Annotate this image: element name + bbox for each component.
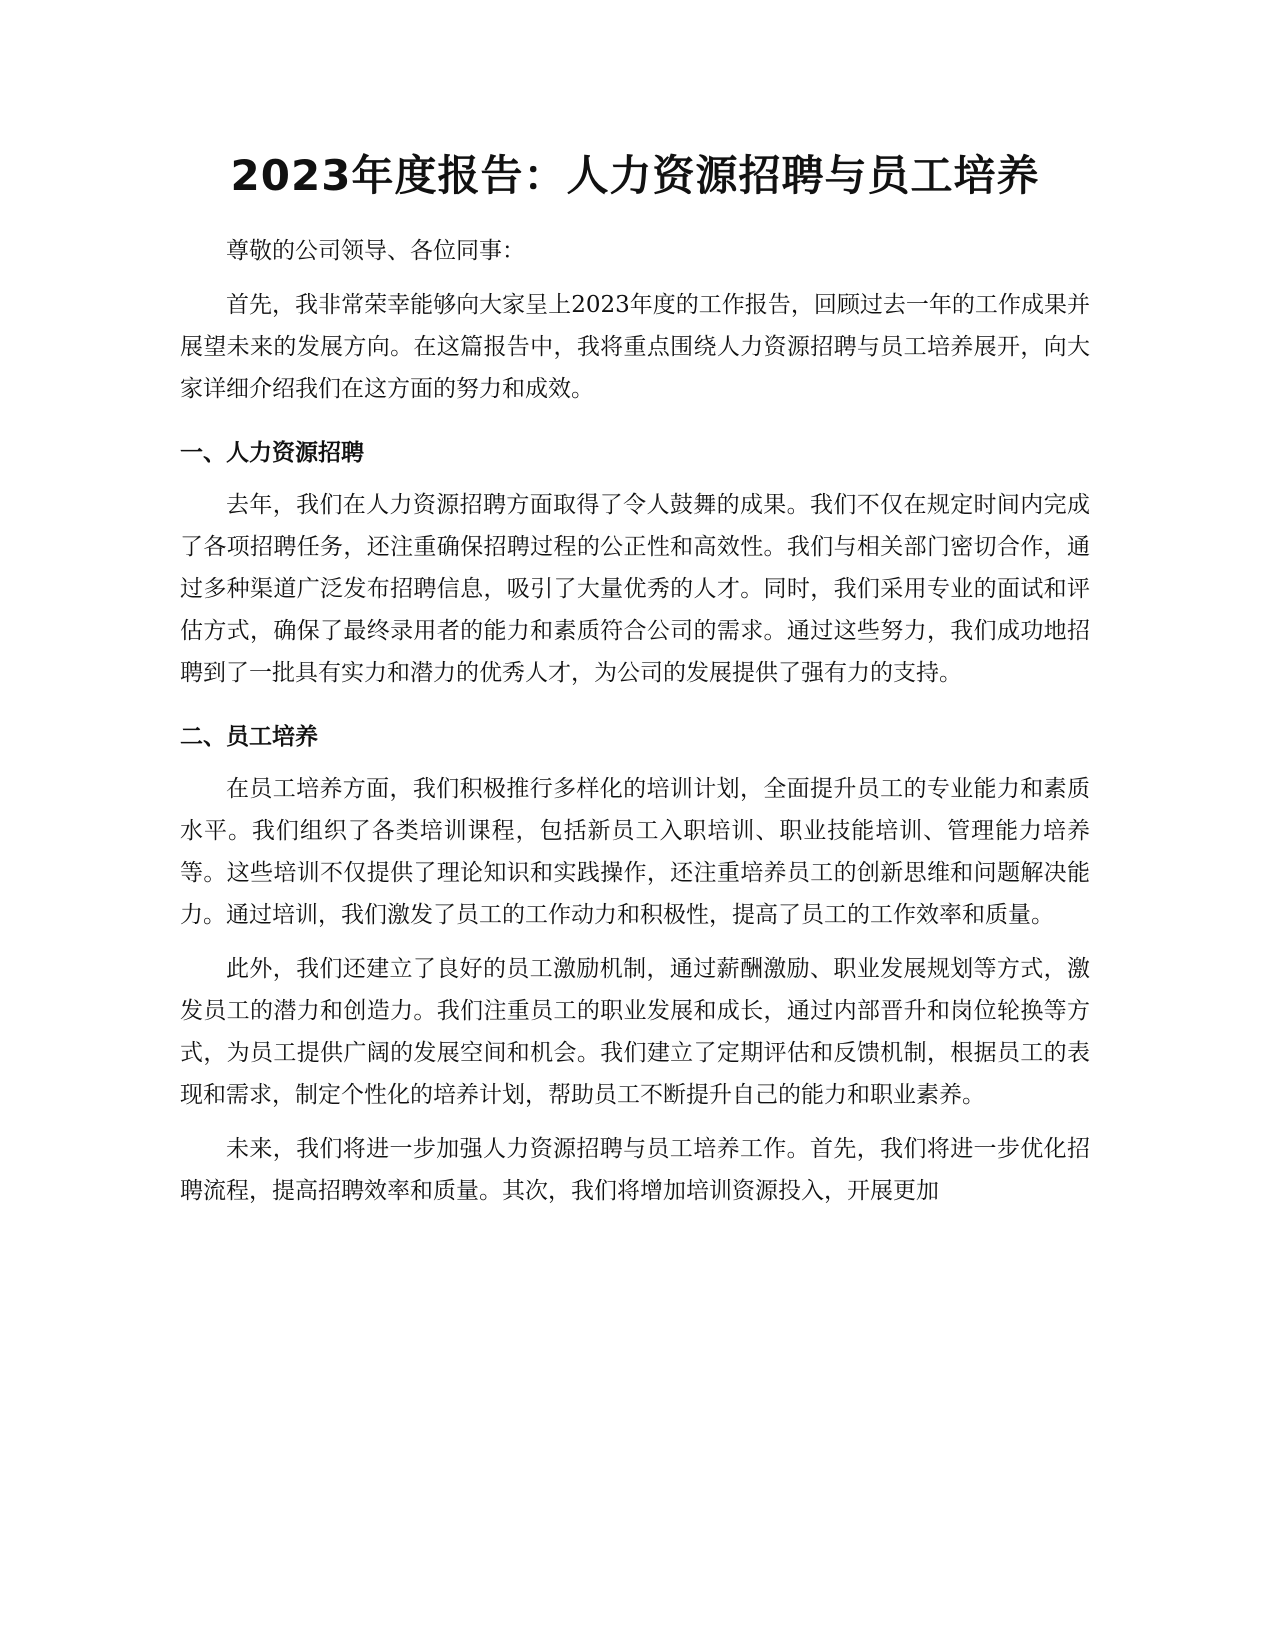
document-title: 2023年度报告：人力资源招聘与员工培养 [230,151,1040,200]
document-page [180,140,1090,1212]
section-heading-training: 二、员工培养 [180,724,318,750]
training-paragraph-1: 在员工培养方面，我们积极推行多样化的培训计划，全面提升员工的专业能力和素质水平。我们组织了各类培训课程，包括新员工入职培训、职业技能培训、管理能力培养等。这些培训不仅提供了理论知识和实践操作，还注重培养员工的创新思维和问题解决能力。通过培训，我们激发了员工的工作动力和积极性，提高了员工的工作效率和质量。 [180,776,1090,928]
salutation: 尊敬的公司领导、各位同事： [226,238,525,264]
training-paragraph-3: 未来，我们将进一步加强人力资源招聘与员工培养工作。首先，我们将进一步优化招聘流程，提高招聘效率和质量。其次，我们将增加培训资源投入，开展更加 [180,1136,1090,1204]
recruitment-paragraph: 去年，我们在人力资源招聘方面取得了令人鼓舞的成果。我们不仅在规定时间内完成了各项招聘任务，还注重确保招聘过程的公正性和高效性。我们与相关部门密切合作，通过多种渠道广泛发布招聘信息，吸引了大量优秀的人才。同时，我们采用专业的面试和评估方式，确保了最终录用者的能力和素质符合公司的需求。通过这些努力，我们成功地招聘到了一批具有实力和潜力的优秀人才，为公司的发展提供了强有力的支持。 [180,492,1090,686]
training-paragraph-2: 此外，我们还建立了良好的员工激励机制，通过薪酬激励、职业发展规划等方式，激发员工的潜力和创造力。我们注重员工的职业发展和成长，通过内部晋升和岗位轮换等方式，为员工提供广阔的发展空间和机会。我们建立了定期评估和反馈机制，根据员工的表现和需求，制定个性化的培养计划，帮助员工不断提升自己的能力和职业素养。 [180,956,1090,1108]
section-heading-recruitment: 一、人力资源招聘 [180,440,364,466]
intro-paragraph: 首先，我非常荣幸能够向大家呈上2023年度的工作报告，回顾过去一年的工作成果并展望未来的发展方向。在这篇报告中，我将重点围绕人力资源招聘与员工培养展开，向大家详细介绍我们在这方面的努力和成效。 [180,292,1090,402]
